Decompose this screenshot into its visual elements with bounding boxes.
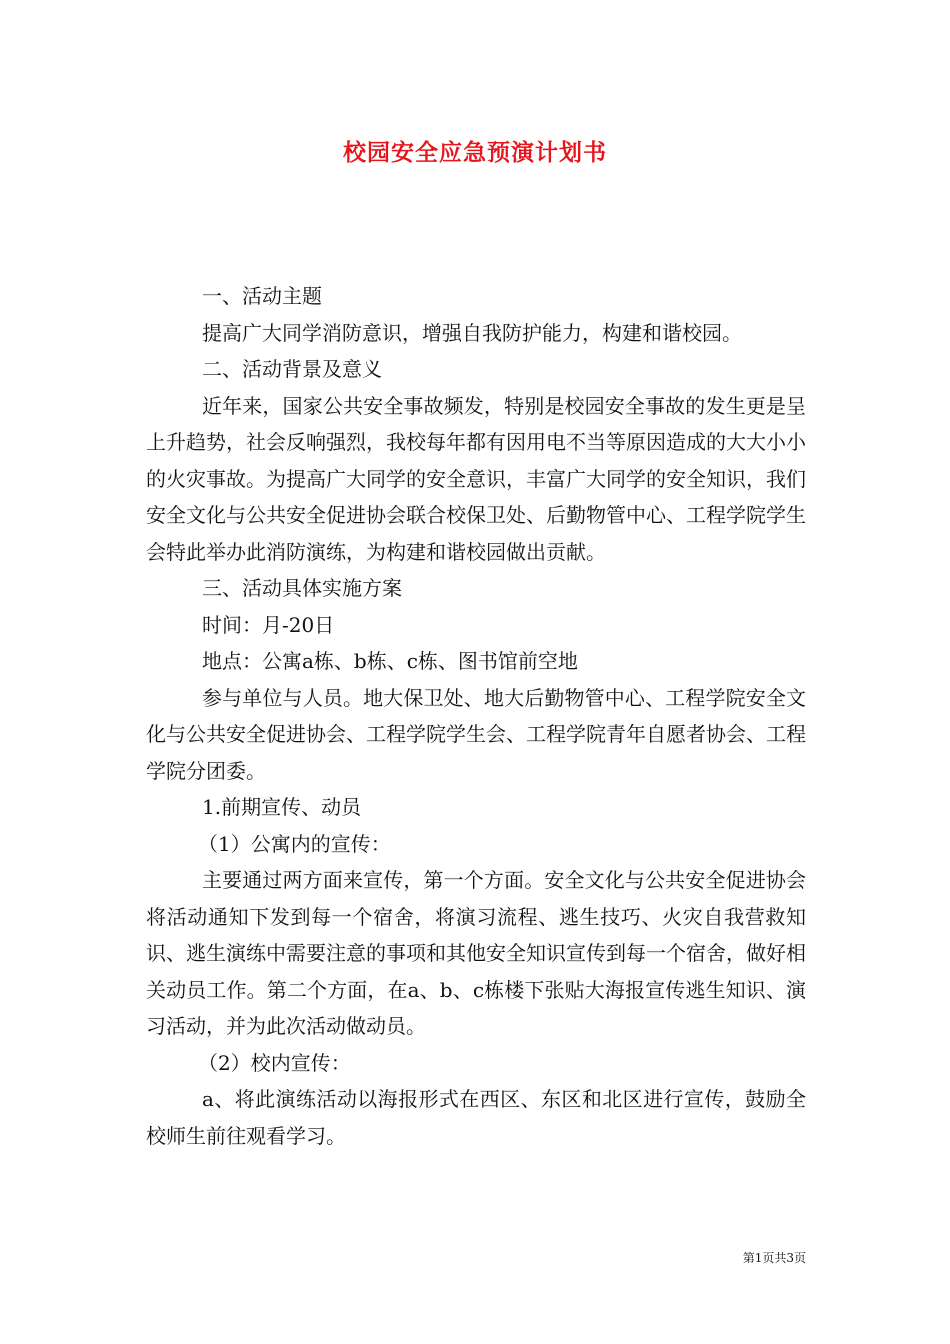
paragraph-campus-promotion: a、将此演练活动以海报形式在西区、东区和北区进行宣传，鼓励全校师生前往观看学习。 <box>146 1087 806 1148</box>
paragraph-participants: 参与单位与人员。地大保卫处、地大后勤物管中心、工程学院安全文化与公共安全促进协会、工程学院学生会、工程学院青年自愿者协会、工程学院分团委。 <box>146 685 806 783</box>
section-heading-background: 二、活动背景及意义 <box>202 357 382 381</box>
subheading-campus-promotion: （2）校内宣传： <box>198 1050 351 1075</box>
paragraph-background: 近年来，国家公共安全事故频发，特别是校园安全事故的发生更是呈上升趋势，社会反响强烈，我校每年都有因用电不当等原因造成的大大小小的火灾事故。为提高广大同学的安全意识，丰富广大同学的安全知识，我们安全文化与公共安全促进协会联合校保卫处、后勤物管中心、工程学院学生会特此举办此消防演练，为构建和谐校园做出贡献。 <box>146 393 806 564</box>
document-body <box>146 278 806 1154</box>
section-heading-plan: 三、活动具体实施方案 <box>202 576 402 600</box>
paragraph-dorm-promotion: 主要通过两方面来宣传，第一个方面。安全文化与公共安全促进协会将活动通知下发到每一个宿舍，将演习流程、逃生技巧、火灾自我营救知识、逃生演练中需要注意的事项和其他安全知识宣传到每一个宿舍，做好相关动员工作。第二个方面，在a、b、c栋楼下张贴大海报宣传逃生知识、演习活动，并为此次活动做动员。 <box>146 868 806 1038</box>
section-heading-theme: 一、活动主题 <box>202 284 322 308</box>
subheading-dorm-promotion: （1）公寓内的宣传： <box>198 831 391 856</box>
page-number: 第1页共3页 <box>742 1251 806 1265</box>
paragraph-time: 时间：月-20日 <box>202 612 335 637</box>
paragraph-location: 地点：公寓a栋、b栋、c栋、图书馆前空地 <box>202 649 578 673</box>
paragraph-theme: 提高广大同学消防意识，增强自我防护能力，构建和谐校园。 <box>202 320 742 345</box>
document-title: 校园安全应急预演计划书 <box>343 139 607 166</box>
subheading-promotion: 1.前期宣传、动员 <box>202 795 362 819</box>
